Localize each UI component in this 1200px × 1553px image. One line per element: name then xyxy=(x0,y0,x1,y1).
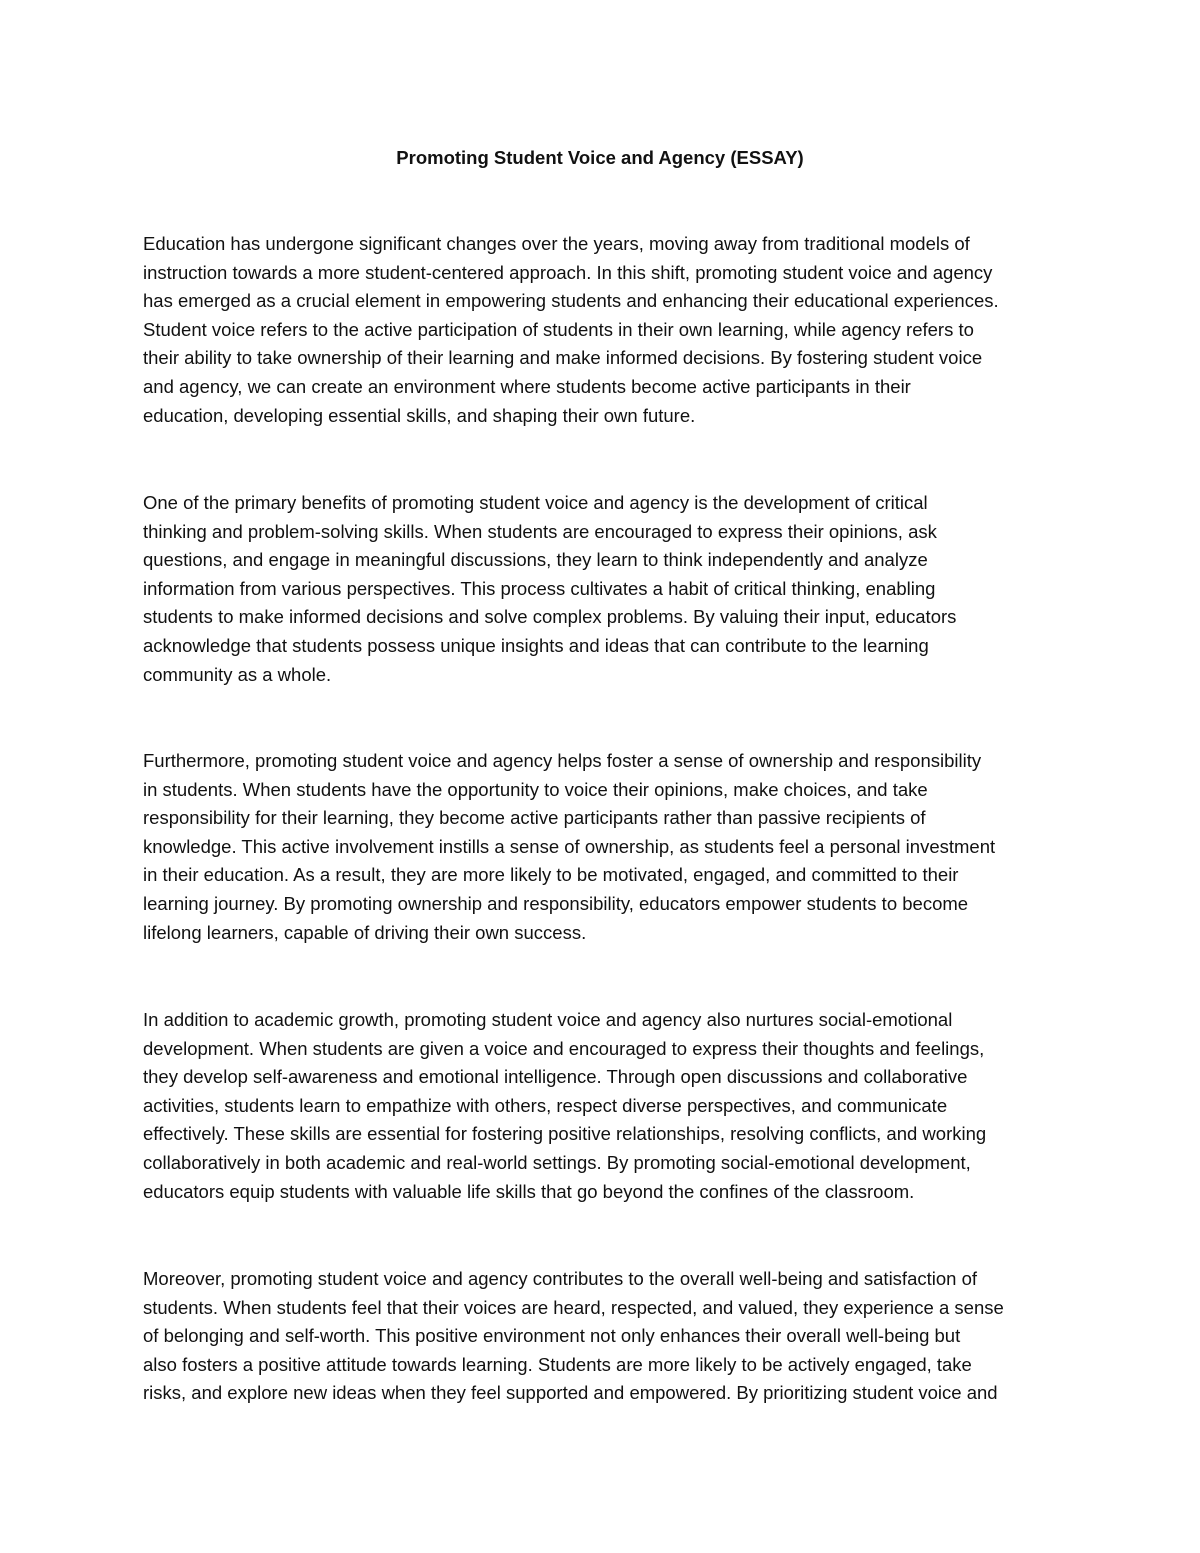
paragraph-line: students to make informed decisions and solve complex problems. By valuing their input, educators xyxy=(143,606,957,628)
paragraph-line: activities, students learn to empathize with others, respect diverse perspectives, and communicate xyxy=(143,1094,948,1116)
paragraph-1 xyxy=(143,230,1083,430)
paragraph-line: lifelong learners, capable of driving their own success. xyxy=(143,921,587,943)
paragraph-line: has emerged as a crucial element in empowering students and enhancing their educational experiences. xyxy=(143,290,999,312)
paragraph-line: thinking and problem-solving skills. When students are encouraged to express their opinions, ask xyxy=(143,520,937,542)
paragraph-line: they develop self-awareness and emotional intelligence. Through open discussions and collaborative xyxy=(143,1066,968,1088)
paragraph-line: development. When students are given a voice and encouraged to express their thoughts and feelings, xyxy=(143,1037,985,1059)
paragraph-line: effectively. These skills are essential for fostering positive relationships, resolving conflicts, and working xyxy=(143,1123,987,1145)
paragraph-line: instruction towards a more student-centered approach. In this shift, promoting student voice and agency xyxy=(143,261,993,283)
paragraph-line: learning journey. By promoting ownership and responsibility, educators empower students to become xyxy=(143,892,969,914)
paragraph-line: questions, and engage in meaningful discussions, they learn to think independently and analyze xyxy=(143,549,928,571)
paragraph-line: Furthermore, promoting student voice and agency helps foster a sense of ownership and responsibility xyxy=(143,750,982,771)
paragraph-line: and agency, we can create an environment where students become active participants in their xyxy=(143,375,911,397)
paragraph-line: their ability to take ownership of their learning and make informed decisions. By fostering student voice xyxy=(143,347,983,369)
paragraph-line: knowledge. This active involvement instills a sense of ownership, as students feel a personal investment xyxy=(143,835,996,857)
paragraph-line: Student voice refers to the active participation of students in their own learning, while agency refers to xyxy=(143,318,974,340)
paragraph-line: education, developing essential skills, and shaping their own future. xyxy=(143,404,696,426)
paragraph-line: students. When students feel that their voices are heard, respected, and valued, they experience a sense xyxy=(143,1296,1004,1318)
paragraph-line: Moreover, promoting student voice and agency contributes to the overall well-being and satisfaction of xyxy=(143,1268,978,1289)
paragraph-line: One of the primary benefits of promoting student voice and agency is the development of critical xyxy=(143,492,928,513)
paragraph-line: collaboratively in both academic and real-world settings. By promoting social-emotional development, xyxy=(143,1151,971,1173)
document-title: Promoting Student Voice and Agency (ESSAY) xyxy=(396,147,804,168)
paragraph-line: responsibility for their learning, they become active participants rather than passive recipients of xyxy=(143,807,926,829)
paragraph-2 xyxy=(143,489,1083,689)
paragraph-line: in their education. As a result, they are more likely to be motivated, engaged, and committed to their xyxy=(143,864,959,886)
paragraph-line: acknowledge that students possess unique insights and ideas that can contribute to the learning xyxy=(143,634,929,656)
paragraph-4 xyxy=(143,1006,1083,1206)
paragraph-line: risks, and explore new ideas when they feel supported and empowered. By prioritizing student voice and xyxy=(143,1382,998,1404)
paragraph-line: community as a whole. xyxy=(143,663,332,685)
paragraph-line: of belonging and self-worth. This positive environment not only enhances their overall well-being but xyxy=(143,1325,961,1347)
paragraph-line: educators equip students with valuable life skills that go beyond the confines of the classroom. xyxy=(143,1180,915,1202)
paragraph-line: in students. When students have the opportunity to voice their opinions, make choices, and take xyxy=(143,778,928,800)
paragraph-line: information from various perspectives. This process cultivates a habit of critical thinking, enabling xyxy=(143,577,936,599)
paragraph-line: Education has undergone significant changes over the years, moving away from traditional models of xyxy=(143,233,970,254)
paragraph-3 xyxy=(143,747,1083,947)
paragraph-5 xyxy=(143,1265,1083,1408)
paragraph-line: In addition to academic growth, promoting student voice and agency also nurtures social-emotional xyxy=(143,1009,953,1030)
paragraph-line: also fosters a positive attitude towards learning. Students are more likely to be actively engaged, take xyxy=(143,1353,972,1375)
